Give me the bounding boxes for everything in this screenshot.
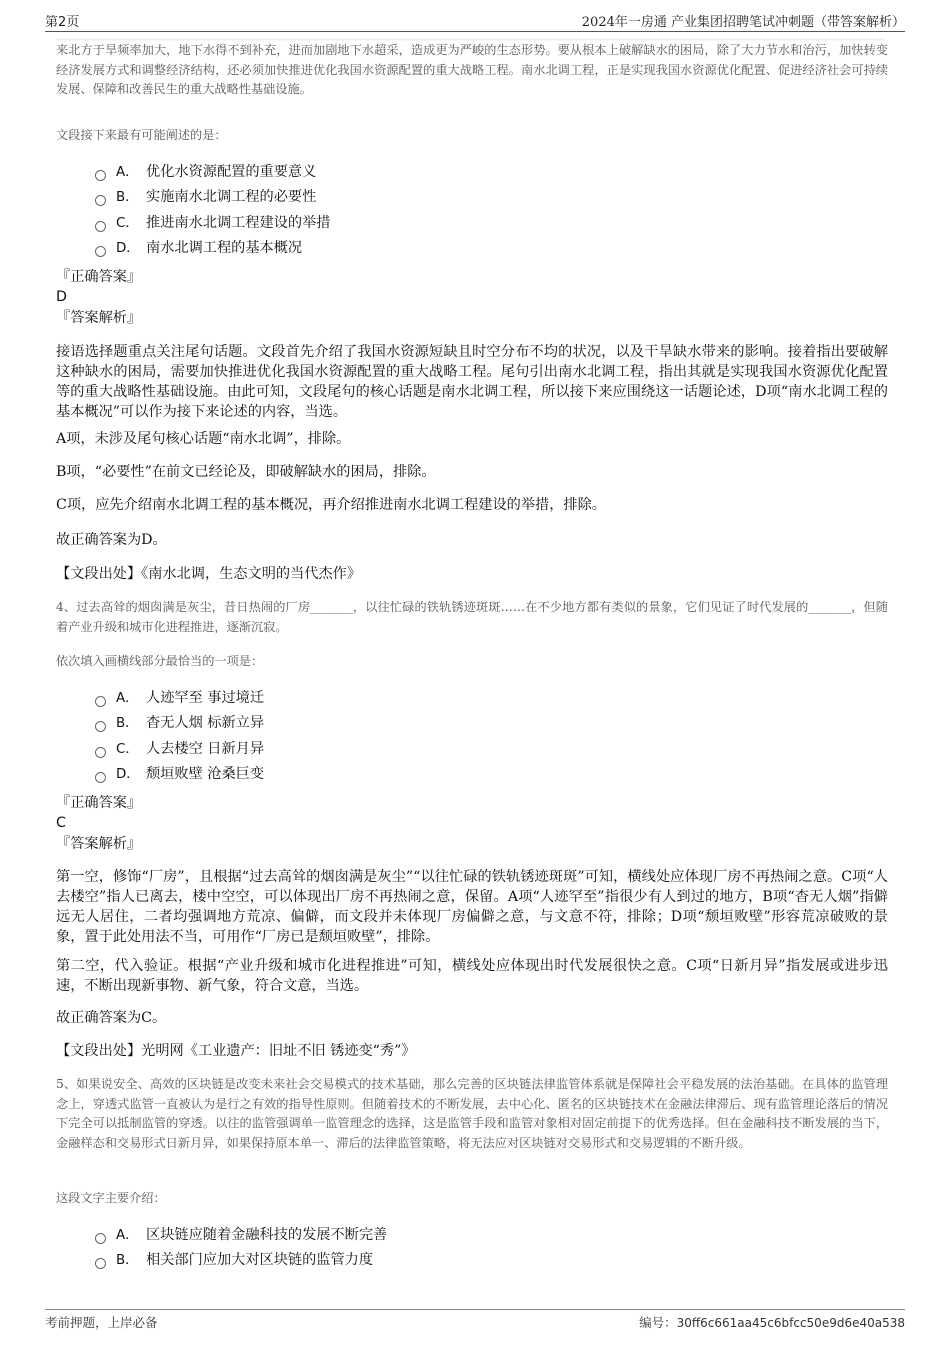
q4-answer: C xyxy=(56,815,66,831)
q4-source: 【文段出处】光明网《工业遗产：旧址不旧 锈迹变“秀”》 xyxy=(56,1043,416,1059)
document-code: 编号：30ff6c661aa45c6bfcc50e9d6e40a538 xyxy=(639,1315,905,1330)
q4-answer-label: 『正确答案』 xyxy=(56,795,142,811)
radio-icon[interactable] xyxy=(95,721,106,732)
q3-analysis-label: 『答案解析』 xyxy=(56,310,142,326)
q4-analysis-paragraph: 第一空，修饰“厂房”，且根据“过去高耸的烟囱满是灰尘”“以往忙碌的铁轨锈迹斑斑”可知，横线处应体现厂房不再热闹之意。C项“人去楼空”指人已离去，楼中空空，可以体现出厂房不再热闹之意，保留。A项“人迹罕至”指很少有人到过的地方，B项“杳无人烟”指僻远无人居住，二者均强调地方荒凉、偏僻，而文段并未体现厂房偏僻之意，与文意不符，排除；D项“颓垣败壁”形容荒凉破败的景象，置于此处用法不当，可用作“厂房已是颓垣败壁”，排除。 xyxy=(56,869,888,945)
q3-analysis-paragraph: A项，未涉及尾句核心话题“南水北调”，排除。 xyxy=(56,431,351,447)
q3-option-d[interactable]: D． 南水北调工程的基本概况 xyxy=(95,237,302,259)
radio-icon[interactable] xyxy=(95,1233,106,1244)
page-number: 第2页 xyxy=(45,15,80,30)
radio-icon[interactable] xyxy=(95,246,106,257)
radio-icon[interactable] xyxy=(95,772,106,783)
page-header xyxy=(45,11,905,31)
q3-conclusion: 故正确答案为D。 xyxy=(56,532,167,548)
q4-conclusion: 故正确答案为C。 xyxy=(56,1010,167,1026)
q3-analysis-paragraph: B项，“必要性”在前文已经论及，即破解缺水的困局，排除。 xyxy=(56,464,436,480)
q5-stem: 5、如果说安全、高效的区块链是改变未来社会交易模式的技术基础，那么完善的区块链法律监管体系就是保障社会平稳发展的法治基础。在具体的监管理念上，穿透式监管一直被认为是行之有效的指导性原则。但随着技术的不断发展，去中心化、匿名的区块链技术在金融法律滞后、现有监管理论落后的情况下完全可以抵制监管的穿透。以往的监管强调单一监管理念的选择，这是监管手段和监管对象相对固定前提下的优秀选择。但在金融科技不断发展的当下，金融样态和交易形式日新月异，如果保持原本单一、滞后的法律监管策略，将无法应对区块链对交易形式和交易逻辑的不断升级。 xyxy=(56,1077,888,1150)
q3-answer: D xyxy=(56,289,67,305)
document-title: 2024年一房通 产业集团招聘笔试冲刺题（带答案解析） xyxy=(581,15,905,30)
q4-prompt: 依次填入画横线部分最恰当的一项是： xyxy=(56,654,264,668)
footer-slogan: 考前押题，上岸必备 xyxy=(45,1315,158,1330)
radio-icon[interactable] xyxy=(95,696,106,707)
q4-option-c[interactable]: C． 人去楼空 日新月异 xyxy=(95,738,264,760)
q3-prompt: 文段接下来最有可能阐述的是： xyxy=(56,128,227,142)
q4-option-b[interactable]: B． 杳无人烟 标新立异 xyxy=(95,712,264,734)
radio-icon[interactable] xyxy=(95,1258,106,1269)
q4-stem: 4、过去高耸的烟囱满是灰尘，昔日热闹的厂房_______，以往忙碌的铁轨锈迹斑斑……在不少地方都有类似的景象，它们见证了时代发展的_______，但随着产业升级和城市化进程推进，逐渐沉寂。 xyxy=(56,600,888,634)
radio-icon[interactable] xyxy=(95,195,106,206)
q3-option-b[interactable]: B． 实施南水北调工程的必要性 xyxy=(95,186,316,208)
q3-option-c[interactable]: C． 推进南水北调工程建设的举措 xyxy=(95,212,330,234)
q3-option-a[interactable]: A． 优化水资源配置的重要意义 xyxy=(95,161,316,183)
q5-option-b[interactable]: B． 相关部门应加大对区块链的监管力度 xyxy=(95,1249,373,1271)
q3-answer-label: 『正确答案』 xyxy=(56,269,142,285)
q3-source: 【文段出处】《南水北调，生态文明的当代杰作》 xyxy=(56,566,362,582)
q3-analysis-paragraph: 接语选择题重点关注尾句话题。文段首先介绍了我国水资源短缺且时空分布不均的状况，以及干旱缺水带来的影响。接着指出要破解这种缺水的困局，需要加快推进优化我国水资源配置的重大战略工程。尾句引出南水北调工程，指出其就是实现我国水资源优化配置等的重大战略性基础设施。由此可知，文段尾句的核心话题是南水北调工程，所以接下来应围绕这一话题论述，D项“南水北调工程的基本概况”可以作为接下来论述的内容，当选。 xyxy=(56,344,888,420)
q5-prompt: 这段文字主要介绍： xyxy=(56,1191,166,1205)
page-footer xyxy=(45,1313,905,1331)
q4-option-d[interactable]: D． 颓垣败壁 沧桑巨变 xyxy=(95,763,264,785)
q3-passage-tail: 来北方于旱频率加大，地下水得不到补充，进而加剧地下水超采，造成更为严峻的生态形势。要从根本上破解缺水的困局，除了大力节水和治污，加快转变经济发展方式和调整经济结构，还必须加快推进优化我国水资源配置的重大战略工程。南水北调工程，正是实现我国水资源优化配置、促进经济社会可持续发展、保障和改善民生的重大战略性基础设施。 xyxy=(56,43,888,96)
q5-option-a[interactable]: A． 区块链应随着金融科技的发展不断完善 xyxy=(95,1224,387,1246)
radio-icon[interactable] xyxy=(95,221,106,232)
q4-analysis-label: 『答案解析』 xyxy=(56,836,142,852)
footer-divider xyxy=(45,1309,905,1310)
q4-option-a[interactable]: A． 人迹罕至 事过境迁 xyxy=(95,687,264,709)
radio-icon[interactable] xyxy=(95,170,106,181)
header-divider xyxy=(45,31,905,32)
radio-icon[interactable] xyxy=(95,747,106,758)
q4-analysis-paragraph: 第二空，代入验证。根据“产业升级和城市化进程推进”可知，横线处应体现出时代发展很快之意。C项“日新月异”指发展或进步迅速，不断出现新事物、新气象，符合文意，当选。 xyxy=(56,958,888,994)
q3-analysis-paragraph: C项，应先介绍南水北调工程的基本概况，再介绍推进南水北调工程建设的举措，排除。 xyxy=(56,497,606,513)
